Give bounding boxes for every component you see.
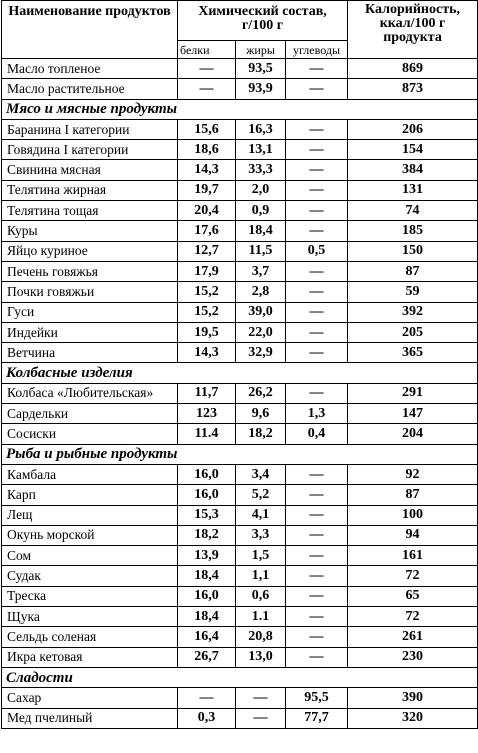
carbs-cell: — bbox=[286, 566, 348, 586]
calories-cell: 230 bbox=[348, 647, 478, 667]
table-row bbox=[2, 140, 478, 160]
table-row bbox=[2, 160, 478, 180]
table-row bbox=[2, 464, 478, 484]
proteins-cell: 15,2 bbox=[178, 282, 236, 302]
product-name-cell: Камбала bbox=[2, 464, 178, 484]
fats-header: жиры bbox=[236, 41, 286, 59]
fats-cell: 32,9 bbox=[236, 343, 286, 363]
fats-cell: 16,3 bbox=[236, 119, 286, 139]
calories-cell: 100 bbox=[348, 505, 478, 525]
calories-cell: 185 bbox=[348, 221, 478, 241]
product-name-cell: Икра кетовая bbox=[2, 647, 178, 667]
proteins-cell: 14,3 bbox=[178, 343, 236, 363]
carbs-cell: — bbox=[286, 59, 348, 79]
carbs-cell: — bbox=[286, 180, 348, 200]
proteins-cell: 18,4 bbox=[178, 607, 236, 627]
proteins-cell: 15,6 bbox=[178, 119, 236, 139]
table-row bbox=[2, 627, 478, 647]
product-name-cell: Лещ bbox=[2, 505, 178, 525]
table-row bbox=[2, 119, 478, 139]
proteins-cell: 19,7 bbox=[178, 180, 236, 200]
proteins-cell: 16,0 bbox=[178, 485, 236, 505]
calories-cell: 873 bbox=[348, 79, 478, 99]
calories-cell: 150 bbox=[348, 241, 478, 261]
carbs-cell: — bbox=[286, 140, 348, 160]
product-name-cell: Телятина жирная bbox=[2, 180, 178, 200]
carbs-cell: — bbox=[286, 302, 348, 322]
product-name-cell: Карп bbox=[2, 485, 178, 505]
section-title: Сладости bbox=[2, 667, 478, 687]
product-name-cell: Щука bbox=[2, 607, 178, 627]
fats-cell: 18,4 bbox=[236, 221, 286, 241]
table-row bbox=[2, 424, 478, 444]
proteins-cell: 16,4 bbox=[178, 627, 236, 647]
carbs-cell: 0,4 bbox=[286, 424, 348, 444]
proteins-cell: — bbox=[178, 688, 236, 708]
product-name-cell: Говядина I категории bbox=[2, 140, 178, 160]
carbs-cell: — bbox=[286, 383, 348, 403]
product-name-cell: Печень говяжья bbox=[2, 261, 178, 281]
fats-cell: 0,9 bbox=[236, 201, 286, 221]
proteins-cell: 11.4 bbox=[178, 424, 236, 444]
calories-cell: 65 bbox=[348, 586, 478, 606]
table-row bbox=[2, 404, 478, 424]
carbs-cell: 1,3 bbox=[286, 404, 348, 424]
section-title: Рыба и рыбные продукты bbox=[2, 444, 478, 464]
fats-cell: 93,9 bbox=[236, 79, 286, 99]
fats-cell: 2,0 bbox=[236, 180, 286, 200]
fats-cell: 22,0 bbox=[236, 322, 286, 342]
section-row bbox=[2, 99, 478, 119]
calories-cell: 291 bbox=[348, 383, 478, 403]
calories-cell: 869 bbox=[348, 59, 478, 79]
product-name-cell: Баранина I категории bbox=[2, 119, 178, 139]
table-row bbox=[2, 607, 478, 627]
proteins-cell: 16,0 bbox=[178, 586, 236, 606]
calories-cell: 72 bbox=[348, 566, 478, 586]
fats-cell: 1,5 bbox=[236, 546, 286, 566]
fats-cell: 18,2 bbox=[236, 424, 286, 444]
calories-cell: 87 bbox=[348, 261, 478, 281]
carbs-cell: — bbox=[286, 464, 348, 484]
product-name-cell: Сахар bbox=[2, 688, 178, 708]
table-row bbox=[2, 322, 478, 342]
fats-cell: 3,3 bbox=[236, 525, 286, 545]
proteins-cell: 123 bbox=[178, 404, 236, 424]
fats-cell: 11,5 bbox=[236, 241, 286, 261]
calories-cell: 147 bbox=[348, 404, 478, 424]
product-name-cell: Колбаса «Любительская» bbox=[2, 383, 178, 403]
proteins-cell: 0,3 bbox=[178, 708, 236, 728]
table-row bbox=[2, 79, 478, 99]
table-row bbox=[2, 505, 478, 525]
calories-cell: 131 bbox=[348, 180, 478, 200]
product-name-cell: Сардельки bbox=[2, 404, 178, 424]
fats-cell: 3,4 bbox=[236, 464, 286, 484]
calories-cell: 59 bbox=[348, 282, 478, 302]
product-name-cell: Яйцо куриное bbox=[2, 241, 178, 261]
proteins-cell: 18,4 bbox=[178, 566, 236, 586]
fats-cell: 3,7 bbox=[236, 261, 286, 281]
fats-cell: 33,3 bbox=[236, 160, 286, 180]
proteins-cell: 11,7 bbox=[178, 383, 236, 403]
product-name-cell: Сосиски bbox=[2, 424, 178, 444]
fats-cell: 9,6 bbox=[236, 404, 286, 424]
table-row bbox=[2, 383, 478, 403]
carbs-cell: — bbox=[286, 119, 348, 139]
proteins-cell: 13,9 bbox=[178, 546, 236, 566]
product-name-cell: Сельдь соленая bbox=[2, 627, 178, 647]
calories-cell: 365 bbox=[348, 343, 478, 363]
fats-cell: 26,2 bbox=[236, 383, 286, 403]
carbs-cell: — bbox=[286, 201, 348, 221]
fats-cell: — bbox=[236, 688, 286, 708]
nutrition-table bbox=[1, 0, 478, 729]
fats-cell: 39,0 bbox=[236, 302, 286, 322]
carbs-cell: — bbox=[286, 322, 348, 342]
product-name-cell: Куры bbox=[2, 221, 178, 241]
product-name-cell: Ветчина bbox=[2, 343, 178, 363]
product-name-cell: Мед пчелиный bbox=[2, 708, 178, 728]
proteins-cell: — bbox=[178, 79, 236, 99]
calories-cell: 390 bbox=[348, 688, 478, 708]
fats-cell: 0,6 bbox=[236, 586, 286, 606]
carbs-cell: — bbox=[286, 221, 348, 241]
fats-cell: 13,0 bbox=[236, 647, 286, 667]
carbs-header: углеводы bbox=[286, 41, 348, 59]
table-row bbox=[2, 566, 478, 586]
fats-cell: 1,1 bbox=[236, 566, 286, 586]
proteins-cell: 15,3 bbox=[178, 505, 236, 525]
product-name-cell: Почки говяжьи bbox=[2, 282, 178, 302]
fats-cell: 1.1 bbox=[236, 607, 286, 627]
fats-cell: 4,1 bbox=[236, 505, 286, 525]
product-name-cell: Судак bbox=[2, 566, 178, 586]
section-title: Колбасные изделия bbox=[2, 363, 478, 383]
proteins-cell: 18,6 bbox=[178, 140, 236, 160]
section-row bbox=[2, 667, 478, 687]
calories-cell: 320 bbox=[348, 708, 478, 728]
table-row bbox=[2, 180, 478, 200]
carbs-cell: — bbox=[286, 505, 348, 525]
table-row bbox=[2, 59, 478, 79]
proteins-cell: 19,5 bbox=[178, 322, 236, 342]
carbs-cell: — bbox=[286, 546, 348, 566]
carbs-cell: — bbox=[286, 485, 348, 505]
proteins-cell: 14,3 bbox=[178, 160, 236, 180]
table-row bbox=[2, 282, 478, 302]
product-name-cell: Треска bbox=[2, 586, 178, 606]
table-row bbox=[2, 302, 478, 322]
calories-cell: 161 bbox=[348, 546, 478, 566]
product-name-cell: Телятина тощая bbox=[2, 201, 178, 221]
calories-cell: 205 bbox=[348, 322, 478, 342]
fats-cell: 20,8 bbox=[236, 627, 286, 647]
carbs-cell: — bbox=[286, 647, 348, 667]
table-row bbox=[2, 708, 478, 728]
carbs-cell: — bbox=[286, 261, 348, 281]
calories-cell: 74 bbox=[348, 201, 478, 221]
proteins-cell: — bbox=[178, 59, 236, 79]
fats-cell: — bbox=[236, 708, 286, 728]
table-row bbox=[2, 221, 478, 241]
carbs-cell: 0,5 bbox=[286, 241, 348, 261]
proteins-cell: 17,9 bbox=[178, 261, 236, 281]
carbs-cell: — bbox=[286, 160, 348, 180]
table-row bbox=[2, 647, 478, 667]
proteins-cell: 20,4 bbox=[178, 201, 236, 221]
product-name-cell: Гуси bbox=[2, 302, 178, 322]
calories-cell: 204 bbox=[348, 424, 478, 444]
product-name-cell: Свинина мясная bbox=[2, 160, 178, 180]
carbs-cell: — bbox=[286, 525, 348, 545]
carbs-cell: — bbox=[286, 282, 348, 302]
table-row bbox=[2, 688, 478, 708]
table-row bbox=[2, 525, 478, 545]
calories-header: Калорийность, ккал/100 г продукта bbox=[348, 1, 478, 59]
fats-cell: 13,1 bbox=[236, 140, 286, 160]
table-row bbox=[2, 485, 478, 505]
proteins-cell: 12,7 bbox=[178, 241, 236, 261]
proteins-header: белки bbox=[178, 41, 236, 59]
table-row bbox=[2, 241, 478, 261]
proteins-cell: 26,7 bbox=[178, 647, 236, 667]
product-name-cell: Индейки bbox=[2, 322, 178, 342]
product-name-cell: Масло растительное bbox=[2, 79, 178, 99]
product-name-cell: Сом bbox=[2, 546, 178, 566]
calories-cell: 94 bbox=[348, 525, 478, 545]
fats-cell: 5,2 bbox=[236, 485, 286, 505]
fats-cell: 2,8 bbox=[236, 282, 286, 302]
table-row bbox=[2, 201, 478, 221]
calories-cell: 72 bbox=[348, 607, 478, 627]
proteins-cell: 16,0 bbox=[178, 464, 236, 484]
calories-cell: 206 bbox=[348, 119, 478, 139]
product-name-cell: Масло топленое bbox=[2, 59, 178, 79]
table-row bbox=[2, 546, 478, 566]
section-row bbox=[2, 363, 478, 383]
fats-cell: 93,5 bbox=[236, 59, 286, 79]
calories-cell: 384 bbox=[348, 160, 478, 180]
carbs-cell: — bbox=[286, 79, 348, 99]
calories-cell: 392 bbox=[348, 302, 478, 322]
carbs-cell: — bbox=[286, 586, 348, 606]
proteins-cell: 15,2 bbox=[178, 302, 236, 322]
calories-cell: 92 bbox=[348, 464, 478, 484]
carbs-cell: — bbox=[286, 607, 348, 627]
calories-cell: 87 bbox=[348, 485, 478, 505]
calories-cell: 261 bbox=[348, 627, 478, 647]
table-row bbox=[2, 586, 478, 606]
composition-header: Химический состав, г/100 г bbox=[178, 1, 348, 41]
table-row bbox=[2, 343, 478, 363]
section-row bbox=[2, 444, 478, 464]
section-title: Мясо и мясные продукты bbox=[2, 99, 478, 119]
table-row bbox=[2, 261, 478, 281]
calories-cell: 154 bbox=[348, 140, 478, 160]
proteins-cell: 17,6 bbox=[178, 221, 236, 241]
carbs-cell: 77,7 bbox=[286, 708, 348, 728]
proteins-cell: 18,2 bbox=[178, 525, 236, 545]
product-name-cell: Окунь морской bbox=[2, 525, 178, 545]
carbs-cell: — bbox=[286, 343, 348, 363]
product-header: Наименование продуктов bbox=[2, 1, 178, 59]
table-body bbox=[2, 59, 478, 729]
carbs-cell: — bbox=[286, 627, 348, 647]
carbs-cell: 95,5 bbox=[286, 688, 348, 708]
